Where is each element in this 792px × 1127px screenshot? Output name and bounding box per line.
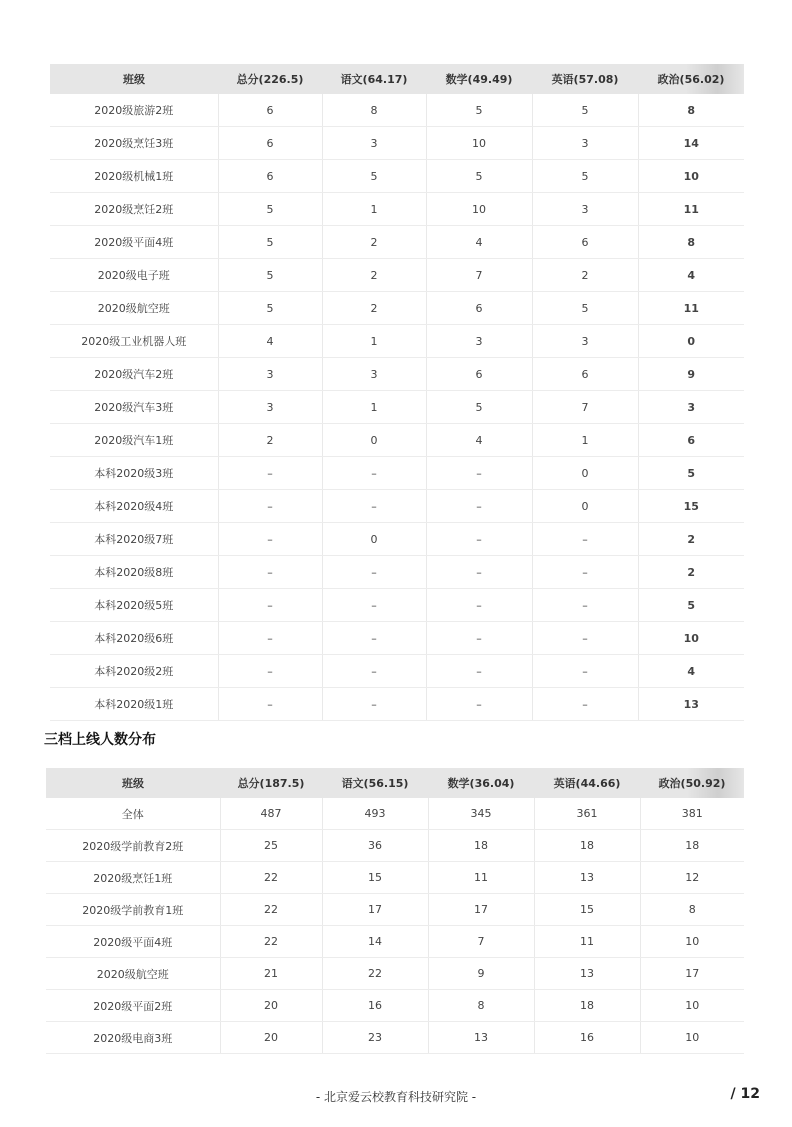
score-cell: 17: [428, 894, 534, 926]
column-header: 总分(226.5): [218, 64, 322, 94]
score-cell: 4: [218, 325, 322, 358]
score-cell: 23: [322, 1022, 428, 1054]
score-cell: 11: [428, 862, 534, 894]
score-cell: 9: [638, 358, 744, 391]
score-cell: 345: [428, 798, 534, 830]
score-cell: 8: [428, 990, 534, 1022]
score-cell: 10: [638, 622, 744, 655]
score-cell: 5: [532, 292, 638, 325]
score-cell: 8: [638, 94, 744, 127]
score-cell: 5: [426, 391, 532, 424]
column-header: 英语(44.66): [534, 768, 640, 798]
column-header: 数学(36.04): [428, 768, 534, 798]
score-cell: 493: [322, 798, 428, 830]
score-cell: 6: [218, 127, 322, 160]
score-cell: 3: [532, 325, 638, 358]
score-cell: 0: [638, 325, 744, 358]
class-name-cell: 2020级学前教育2班: [46, 830, 220, 862]
table-row: [50, 556, 744, 589]
score-cell: –: [322, 490, 426, 523]
score-cell: 2: [638, 556, 744, 589]
score-cell: 4: [638, 259, 744, 292]
class-name-cell: 2020级汽车3班: [50, 391, 218, 424]
score-cell: 6: [532, 226, 638, 259]
score-cell: 15: [534, 894, 640, 926]
table-row: [50, 259, 744, 292]
score-cell: 6: [426, 292, 532, 325]
class-name-cell: 2020级平面4班: [50, 226, 218, 259]
score-cell: 18: [640, 830, 744, 862]
score-cell: 11: [638, 292, 744, 325]
score-cell: 13: [534, 862, 640, 894]
column-header: 班级: [46, 768, 220, 798]
class-name-cell: 2020级学前教育1班: [46, 894, 220, 926]
score-cell: 1: [532, 424, 638, 457]
score-cell: 5: [638, 457, 744, 490]
class-name-cell: 2020级烹饪3班: [50, 127, 218, 160]
column-header: 总分(187.5): [220, 768, 322, 798]
class-name-cell: 本科2020级4班: [50, 490, 218, 523]
class-name-cell: 2020级电商3班: [46, 1022, 220, 1054]
score-cell: 3: [638, 391, 744, 424]
score-cell: 3: [218, 358, 322, 391]
class-name-cell: 本科2020级5班: [50, 589, 218, 622]
table-header-row: [46, 768, 744, 798]
table-row: [46, 1022, 744, 1054]
score-cell: 4: [638, 655, 744, 688]
table-row: [50, 358, 744, 391]
column-header: 语文(64.17): [322, 64, 426, 94]
score-cell: 22: [220, 862, 322, 894]
score-cell: –: [218, 655, 322, 688]
score-cell: 5: [426, 94, 532, 127]
score-cell: 16: [322, 990, 428, 1022]
score-cell: –: [322, 589, 426, 622]
score-cell: –: [426, 589, 532, 622]
score-cell: –: [532, 655, 638, 688]
table-row: [50, 424, 744, 457]
column-header: 数学(49.49): [426, 64, 532, 94]
score-cell: –: [218, 622, 322, 655]
table-row: [50, 589, 744, 622]
score-cell: 8: [638, 226, 744, 259]
table-row: [50, 325, 744, 358]
class-name-cell: 本科2020级2班: [50, 655, 218, 688]
score-cell: 20: [220, 1022, 322, 1054]
score-cell: 8: [640, 894, 744, 926]
score-cell: 12: [640, 862, 744, 894]
table-row: [46, 798, 744, 830]
score-cell: 4: [426, 226, 532, 259]
class-name-cell: 2020级航空班: [46, 958, 220, 990]
table-row: [50, 193, 744, 226]
score-cell: 1: [322, 193, 426, 226]
score-cell: 8: [322, 94, 426, 127]
score-cell: 10: [426, 193, 532, 226]
score-cell: 36: [322, 830, 428, 862]
score-cell: –: [322, 688, 426, 721]
score-cell: 13: [638, 688, 744, 721]
class-name-cell: 2020级工业机器人班: [50, 325, 218, 358]
score-cell: –: [218, 589, 322, 622]
score-cell: 5: [218, 259, 322, 292]
class-name-cell: 2020级电子班: [50, 259, 218, 292]
score-cell: 3: [218, 391, 322, 424]
score-cell: 3: [322, 358, 426, 391]
footer-institute: - 北京爱云校教育科技研究院 -: [315, 1090, 477, 1104]
score-cell: 13: [534, 958, 640, 990]
score-cell: 1: [322, 325, 426, 358]
score-cell: 14: [322, 926, 428, 958]
score-cell: –: [426, 655, 532, 688]
class-name-cell: 2020级烹饪1班: [46, 862, 220, 894]
score-cell: 1: [322, 391, 426, 424]
score-cell: 487: [220, 798, 322, 830]
score-cell: 22: [220, 894, 322, 926]
table-row: [50, 391, 744, 424]
score-cell: –: [426, 688, 532, 721]
score-cell: 6: [532, 358, 638, 391]
score-cell: 6: [218, 160, 322, 193]
class-name-cell: 2020级机械1班: [50, 160, 218, 193]
table-row: [46, 830, 744, 862]
class-name-cell: 2020级平面2班: [46, 990, 220, 1022]
score-cell: –: [532, 622, 638, 655]
table-row: [50, 94, 744, 127]
score-cell: 14: [638, 127, 744, 160]
score-cell: 2: [218, 424, 322, 457]
score-cell: 5: [218, 226, 322, 259]
class-name-cell: 本科2020级1班: [50, 688, 218, 721]
score-cell: 17: [640, 958, 744, 990]
table-row: [50, 655, 744, 688]
score-cell: 2: [322, 226, 426, 259]
table-row: [46, 958, 744, 990]
score-cell: 5: [218, 193, 322, 226]
score-cell: –: [426, 622, 532, 655]
table-row: [50, 688, 744, 721]
class-name-cell: 2020级汽车1班: [50, 424, 218, 457]
score-cell: –: [322, 457, 426, 490]
table-row: [46, 926, 744, 958]
score-cell: 9: [428, 958, 534, 990]
score-cell: 7: [428, 926, 534, 958]
column-header: 英语(57.08): [532, 64, 638, 94]
score-cell: 2: [532, 259, 638, 292]
score-cell: 13: [428, 1022, 534, 1054]
score-cell: 11: [638, 193, 744, 226]
score-cell: 5: [532, 160, 638, 193]
table-header-row: [50, 64, 744, 94]
class-name-cell: 本科2020级7班: [50, 523, 218, 556]
score-cell: 16: [534, 1022, 640, 1054]
score-cell: –: [426, 490, 532, 523]
score-cell: 4: [426, 424, 532, 457]
score-cell: 381: [640, 798, 744, 830]
class-name-cell: 全体: [46, 798, 220, 830]
column-header: 政治(56.02): [638, 64, 744, 94]
score-cell: 25: [220, 830, 322, 862]
column-header: 政治(50.92): [640, 768, 744, 798]
score-cell: 361: [534, 798, 640, 830]
table-row: [50, 160, 744, 193]
score-cell: 10: [426, 127, 532, 160]
table-row: [50, 457, 744, 490]
score-cell: –: [426, 523, 532, 556]
score-cell: 7: [426, 259, 532, 292]
score-cell: 10: [640, 1022, 744, 1054]
score-cell: 7: [532, 391, 638, 424]
section-title: 三档上线人数分布: [44, 732, 156, 748]
column-header: 班级: [50, 64, 218, 94]
table-row: [50, 622, 744, 655]
score-cell: 3: [532, 193, 638, 226]
score-cell: 5: [532, 94, 638, 127]
score-cell: 2: [322, 292, 426, 325]
table-row: [46, 990, 744, 1022]
score-cell: 22: [220, 926, 322, 958]
score-cell: 22: [322, 958, 428, 990]
table-row: [46, 894, 744, 926]
top-line-table: [50, 64, 744, 721]
score-cell: 11: [534, 926, 640, 958]
score-cell: 17: [322, 894, 428, 926]
score-cell: 0: [322, 523, 426, 556]
class-name-cell: 2020级航空班: [50, 292, 218, 325]
class-name-cell: 2020级平面4班: [46, 926, 220, 958]
score-cell: 10: [640, 926, 744, 958]
score-cell: 21: [220, 958, 322, 990]
score-cell: 2: [322, 259, 426, 292]
score-cell: 5: [426, 160, 532, 193]
score-cell: –: [532, 688, 638, 721]
score-cell: 15: [638, 490, 744, 523]
score-cell: –: [532, 556, 638, 589]
class-name-cell: 本科2020级3班: [50, 457, 218, 490]
class-name-cell: 2020级烹饪2班: [50, 193, 218, 226]
score-cell: 10: [638, 160, 744, 193]
score-cell: 20: [220, 990, 322, 1022]
table-row: [50, 292, 744, 325]
score-cell: 15: [322, 862, 428, 894]
table-row: [50, 490, 744, 523]
score-cell: 5: [322, 160, 426, 193]
score-cell: –: [426, 556, 532, 589]
score-cell: 2: [638, 523, 744, 556]
score-cell: 5: [638, 589, 744, 622]
score-cell: 5: [218, 292, 322, 325]
score-cell: –: [218, 523, 322, 556]
score-cell: 10: [640, 990, 744, 1022]
score-cell: 6: [426, 358, 532, 391]
score-cell: 0: [532, 490, 638, 523]
score-cell: –: [322, 622, 426, 655]
score-cell: –: [218, 457, 322, 490]
class-name-cell: 本科2020级8班: [50, 556, 218, 589]
class-name-cell: 2020级汽车2班: [50, 358, 218, 391]
page-number: / 12: [730, 1086, 760, 1102]
third-tier-table: [46, 768, 744, 1054]
score-cell: –: [322, 556, 426, 589]
table-row: [50, 523, 744, 556]
score-cell: 0: [322, 424, 426, 457]
class-name-cell: 本科2020级6班: [50, 622, 218, 655]
score-cell: 18: [428, 830, 534, 862]
score-cell: 18: [534, 990, 640, 1022]
score-cell: –: [532, 589, 638, 622]
score-cell: –: [322, 655, 426, 688]
class-name-cell: 2020级旅游2班: [50, 94, 218, 127]
table-row: [46, 862, 744, 894]
column-header: 语文(56.15): [322, 768, 428, 798]
score-cell: 6: [218, 94, 322, 127]
score-cell: 0: [532, 457, 638, 490]
score-cell: –: [218, 688, 322, 721]
table-row: [50, 127, 744, 160]
score-cell: 3: [532, 127, 638, 160]
table-row: [50, 226, 744, 259]
score-cell: –: [218, 490, 322, 523]
score-cell: 6: [638, 424, 744, 457]
score-cell: –: [532, 523, 638, 556]
score-cell: –: [426, 457, 532, 490]
score-cell: 3: [426, 325, 532, 358]
score-cell: 3: [322, 127, 426, 160]
score-cell: 18: [534, 830, 640, 862]
score-cell: –: [218, 556, 322, 589]
